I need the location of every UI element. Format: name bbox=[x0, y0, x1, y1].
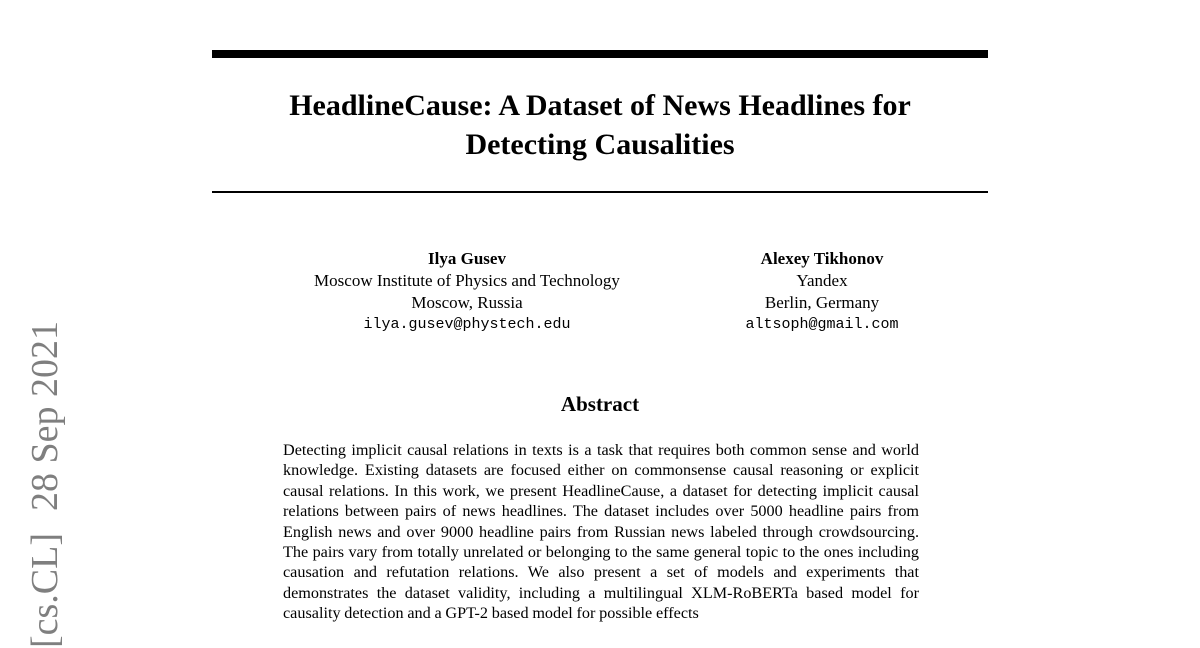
author-affiliation: Yandex bbox=[796, 271, 848, 290]
author-block bbox=[267, 248, 667, 336]
title-line-1: HeadlineCause: A Dataset of News Headlines for bbox=[289, 89, 911, 122]
author-location: Moscow, Russia bbox=[411, 293, 523, 312]
author-location: Berlin, Germany bbox=[764, 293, 880, 312]
title-bottom-rule bbox=[212, 191, 988, 193]
author-email: altsoph@gmail.com bbox=[745, 316, 899, 333]
title-line-2: Detecting Causalities bbox=[465, 128, 735, 161]
title-top-rule bbox=[212, 50, 988, 58]
arxiv-date: 28 Sep 2021 bbox=[24, 320, 66, 511]
author-name: Ilya Gusev bbox=[428, 249, 506, 268]
arxiv-category: [cs.CL] bbox=[24, 532, 66, 648]
author-name: Alexey Tikhonov bbox=[760, 249, 884, 268]
paper-title bbox=[212, 86, 988, 164]
author-email: ilya.gusev@phystech.edu bbox=[363, 316, 571, 333]
arxiv-stamp bbox=[15, 308, 75, 648]
author-block bbox=[700, 248, 944, 336]
author-affiliation: Moscow Institute of Physics and Technology bbox=[314, 271, 620, 290]
abstract-text: Detecting implicit causal relations in texts is a task that requires both common sense and world knowledge. Existing datasets are focused either on commonsense causal reasoning or explicit causal relations. In this work, we present HeadlineCause, a dataset for detecting implicit causal relations between pairs of news headlines. The dataset includes over 5000 headline pairs from English news and over 9000 headline pairs from Russian news labeled through crowdsourcing. The pairs vary from totally unrelated or belonging to the same general topic to the ones including causation and refutation relations. We also present a set of models and experiments that demonstrates the dataset validity, including a multilingual XLM-RoBERTa based model for causality detection and a GPT-2 based model for possible effects bbox=[283, 441, 919, 623]
abstract-heading: Abstract bbox=[560, 392, 640, 416]
